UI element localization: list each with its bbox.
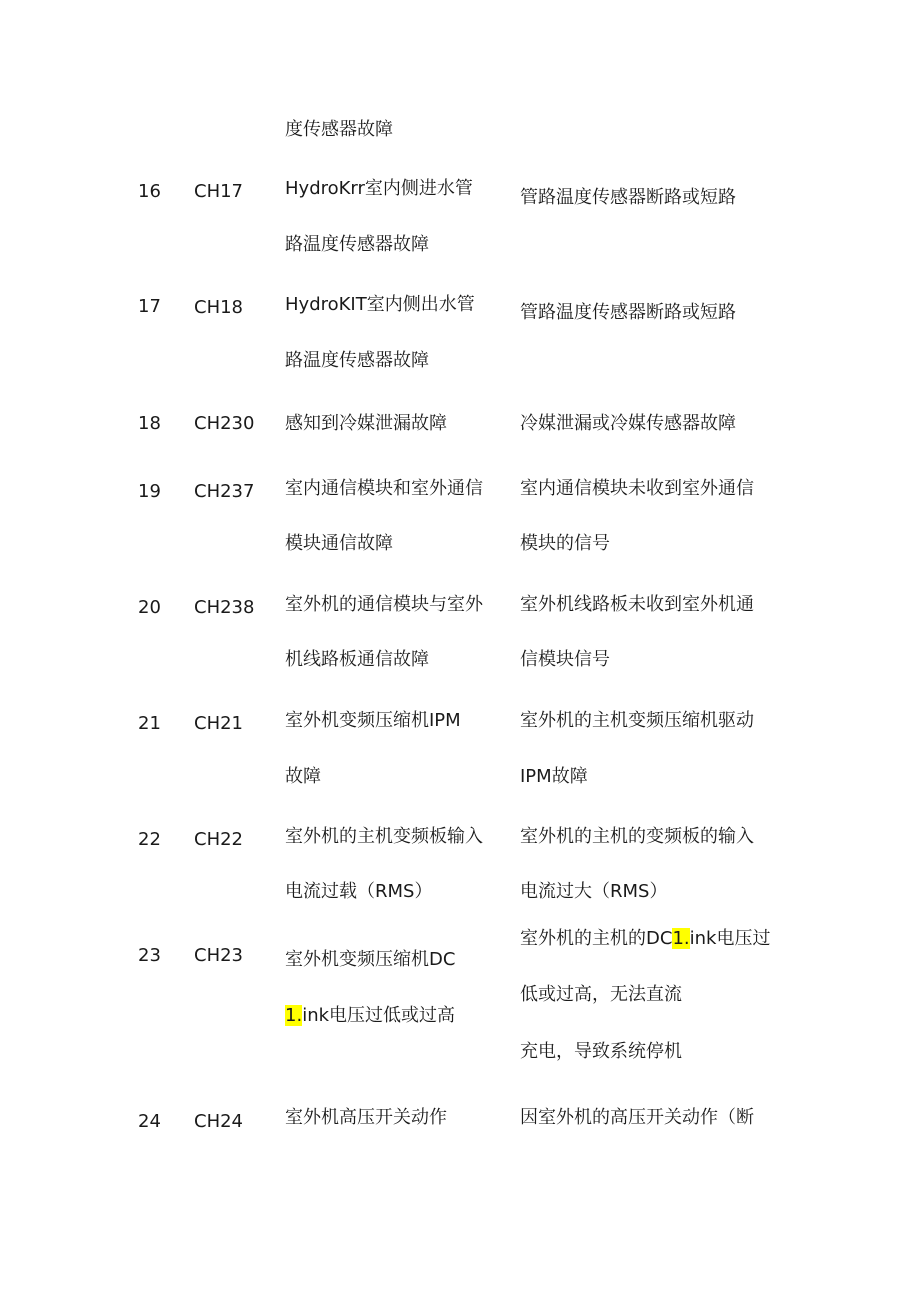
fault-cause-line: 室外机的主机变频压缩机驱动 (520, 710, 754, 731)
fault-cause-text: 室外机的主机的DC (520, 928, 673, 949)
fault-cause-line: 管路温度传感器断路或短路 (520, 187, 736, 208)
fault-name-line: 路温度传感器故障 (285, 350, 429, 371)
fault-cause-line: 模块的信号 (520, 533, 610, 554)
fault-name-line: 机线路板通信故障 (285, 649, 429, 670)
fault-name-line: 故障 (285, 766, 321, 787)
row-number: 19 (138, 481, 161, 502)
fault-name-line: 室外机的主机变频板输入 (285, 826, 483, 847)
row-number: 23 (138, 945, 161, 966)
row-number: 21 (138, 713, 161, 734)
fault-cause-line: 管路温度传感器断路或短路 (520, 302, 736, 323)
fault-name-line: 室外机的通信模块与室外 (285, 594, 483, 615)
row-number: 17 (138, 296, 161, 317)
fault-cause-text: ink电压过 (689, 928, 771, 949)
error-code: CH23 (194, 945, 244, 966)
highlighted-text: 1. (672, 928, 690, 949)
row-number: 22 (138, 829, 161, 850)
error-code: CH230 (194, 413, 255, 434)
fault-cause-line: 因室外机的高压开关动作（断 (520, 1107, 754, 1128)
fault-name-line: 感知到冷媒泄漏故障 (285, 413, 447, 434)
fault-cause-line: 低或过高，无法直流 (520, 984, 682, 1005)
fault-cause-line: 冷媒泄漏或冷媒传感器故障 (520, 413, 736, 434)
row-number: 16 (138, 181, 161, 202)
fault-name-line: 电流过载（RMS） (285, 881, 433, 902)
row-number: 24 (138, 1111, 161, 1132)
error-code: CH24 (194, 1111, 244, 1132)
fault-cause-line: 室内通信模块未收到室外通信 (520, 478, 754, 499)
fault-cause-line: 充电，导致系统停机 (520, 1041, 682, 1062)
error-code: CH237 (194, 481, 255, 502)
row-number: 18 (138, 413, 161, 434)
fault-name-line: HydroKrr室内侧进水管 (285, 178, 473, 199)
error-code: CH18 (194, 297, 244, 318)
fault-name-line: 室外机变频压缩机IPM (285, 710, 461, 731)
fault-name-line: 室外机变频压缩机DC (285, 949, 456, 970)
error-code: CH238 (194, 597, 255, 618)
fault-name-line: 路温度传感器故障 (285, 234, 429, 255)
error-code: CH21 (194, 713, 244, 734)
fault-cause-line: 信模块信号 (520, 649, 610, 670)
error-code: CH22 (194, 829, 244, 850)
fault-name-line: HydroKIT室内侧出水管 (285, 294, 475, 315)
fault-name-text: ink电压过低或过高 (302, 1005, 456, 1026)
fault-cause-line: 室外机线路板未收到室外机通 (520, 594, 754, 615)
fault-cause-line: 电流过大（RMS） (520, 881, 668, 902)
row-number: 20 (138, 597, 161, 618)
fault-name-line: 室内通信模块和室外通信 (285, 478, 483, 499)
fault-name-line: 模块通信故障 (285, 533, 393, 554)
fault-cause-line: IPM故障 (520, 766, 588, 787)
fault-cause-line (520, 927, 770, 951)
highlighted-text: 1. (285, 1005, 303, 1026)
fault-name-line: 室外机高压开关动作 (285, 1107, 447, 1128)
fault-name-line (285, 1004, 455, 1028)
continued-fault-text: 度传感器故障 (285, 119, 393, 140)
error-code: CH17 (194, 181, 244, 202)
fault-cause-line: 室外机的主机的变频板的输入 (520, 826, 754, 847)
